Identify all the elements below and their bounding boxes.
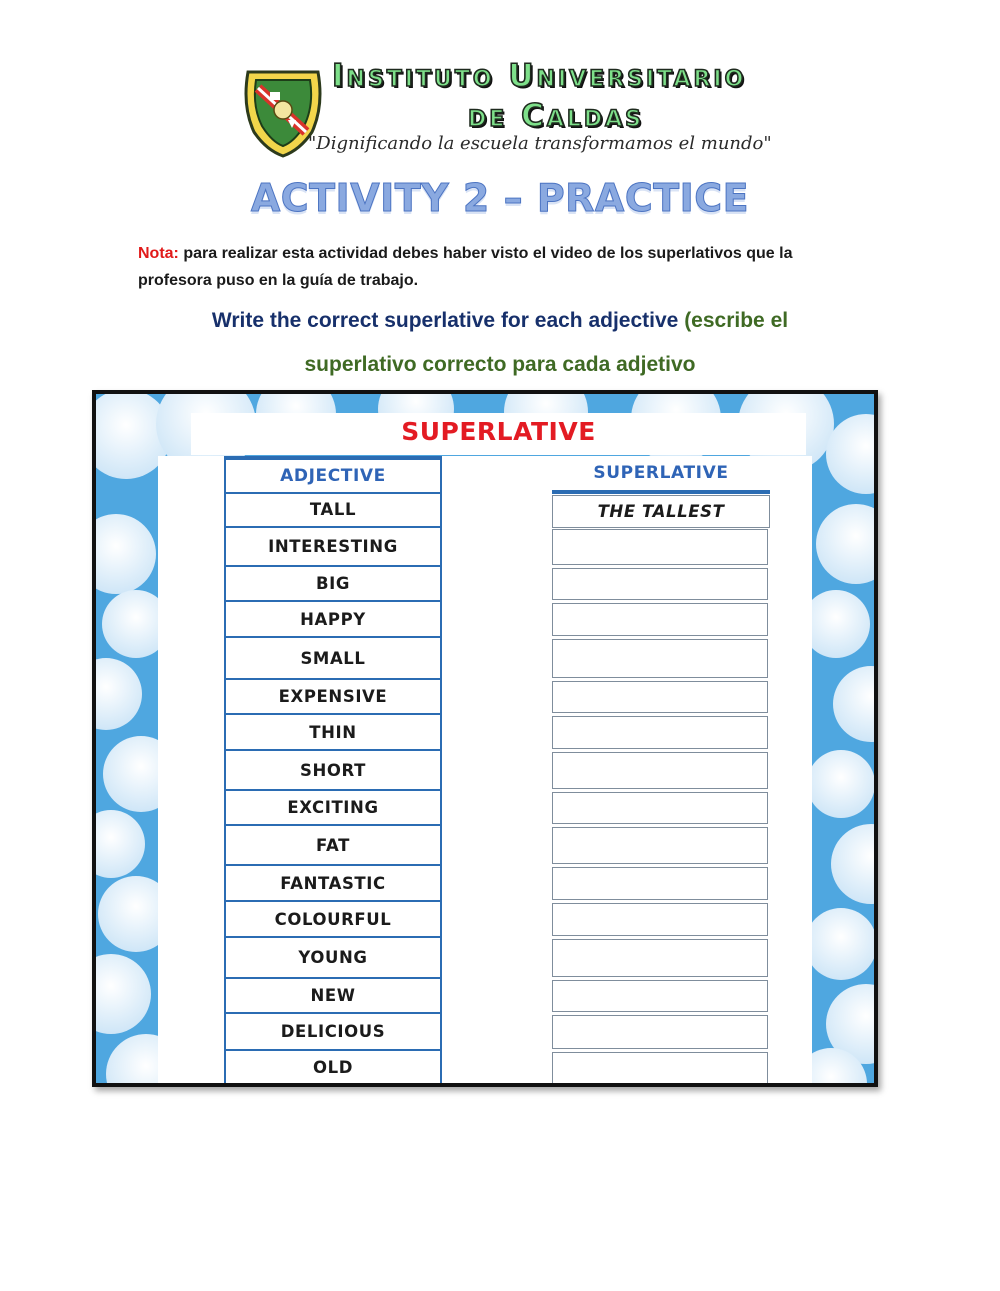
superlative-answer-input[interactable] bbox=[552, 603, 768, 636]
adjective-cell: EXPENSIVE bbox=[224, 680, 442, 715]
adjective-cell: FAT bbox=[224, 826, 442, 866]
adjective-cell: OLD bbox=[224, 1051, 442, 1086]
superlative-answer-input[interactable] bbox=[552, 568, 768, 600]
superlative-example-cell: THE TALLEST bbox=[552, 495, 770, 528]
adjective-cell: DELICIOUS bbox=[224, 1014, 442, 1051]
institute-name-line2: de Caldas bbox=[468, 98, 645, 134]
adjective-cell: YOUNG bbox=[224, 938, 442, 979]
superlative-answer-input[interactable] bbox=[552, 980, 768, 1012]
adjective-cell: HAPPY bbox=[224, 602, 442, 638]
institute-name-line1: Instituto Universitario bbox=[332, 58, 747, 94]
worksheet-panel bbox=[92, 390, 878, 1087]
instruction-english: Write the correct superlative for each adjective bbox=[211, 309, 679, 332]
superlative-answer-input[interactable] bbox=[552, 867, 768, 900]
superlative-answer-input[interactable] bbox=[552, 529, 768, 565]
superlative-answer-input[interactable] bbox=[552, 1015, 768, 1049]
adjective-cell: EXCITING bbox=[224, 791, 442, 826]
nota-text: para realizar esta actividad debes haber visto el video de los superlativos que la profesora puso en la guía de trabajo. bbox=[138, 245, 793, 289]
worksheet-title: SUPERLATIVE bbox=[401, 417, 596, 446]
adjective-cell: THIN bbox=[224, 715, 442, 751]
adjective-cell: NEW bbox=[224, 979, 442, 1014]
nota-paragraph bbox=[138, 240, 868, 294]
superlative-answer-input[interactable] bbox=[552, 792, 768, 824]
superlative-answer-input[interactable] bbox=[552, 1052, 768, 1084]
superlative-answer-input[interactable] bbox=[552, 716, 768, 749]
adjective-column-header: ADJECTIVE bbox=[224, 456, 442, 494]
adjective-cell: COLOURFUL bbox=[224, 902, 442, 938]
superlative-answer-input[interactable] bbox=[552, 639, 768, 678]
adjective-cell: TALL bbox=[224, 493, 442, 528]
superlative-answer-input[interactable] bbox=[552, 939, 768, 977]
superlative-answer-input[interactable] bbox=[552, 903, 768, 936]
adjective-cell: SHORT bbox=[224, 751, 442, 791]
instruction-line1 bbox=[0, 307, 1000, 335]
adjective-cell: BIG bbox=[224, 567, 442, 602]
activity-title: ACTIVITY 2 – PRACTICE bbox=[250, 176, 750, 220]
superlative-column-header: SUPERLATIVE bbox=[552, 456, 770, 494]
instruction-spanish-part1: (escribe el bbox=[678, 309, 789, 332]
adjective-cell: FANTASTIC bbox=[224, 866, 442, 902]
nota-label: Nota: bbox=[138, 245, 179, 262]
superlative-answer-input[interactable] bbox=[552, 752, 768, 789]
adjective-cell: INTERESTING bbox=[224, 528, 442, 567]
instruction-spanish-part2: superlativo correcto para cada adjetivo bbox=[304, 353, 696, 376]
superlative-answer-input[interactable] bbox=[552, 827, 768, 864]
superlative-answer-input[interactable] bbox=[552, 681, 768, 713]
adjective-cell: SMALL bbox=[224, 638, 442, 680]
institute-motto: "Dignificando la escuela transformamos el mundo" bbox=[308, 133, 772, 154]
